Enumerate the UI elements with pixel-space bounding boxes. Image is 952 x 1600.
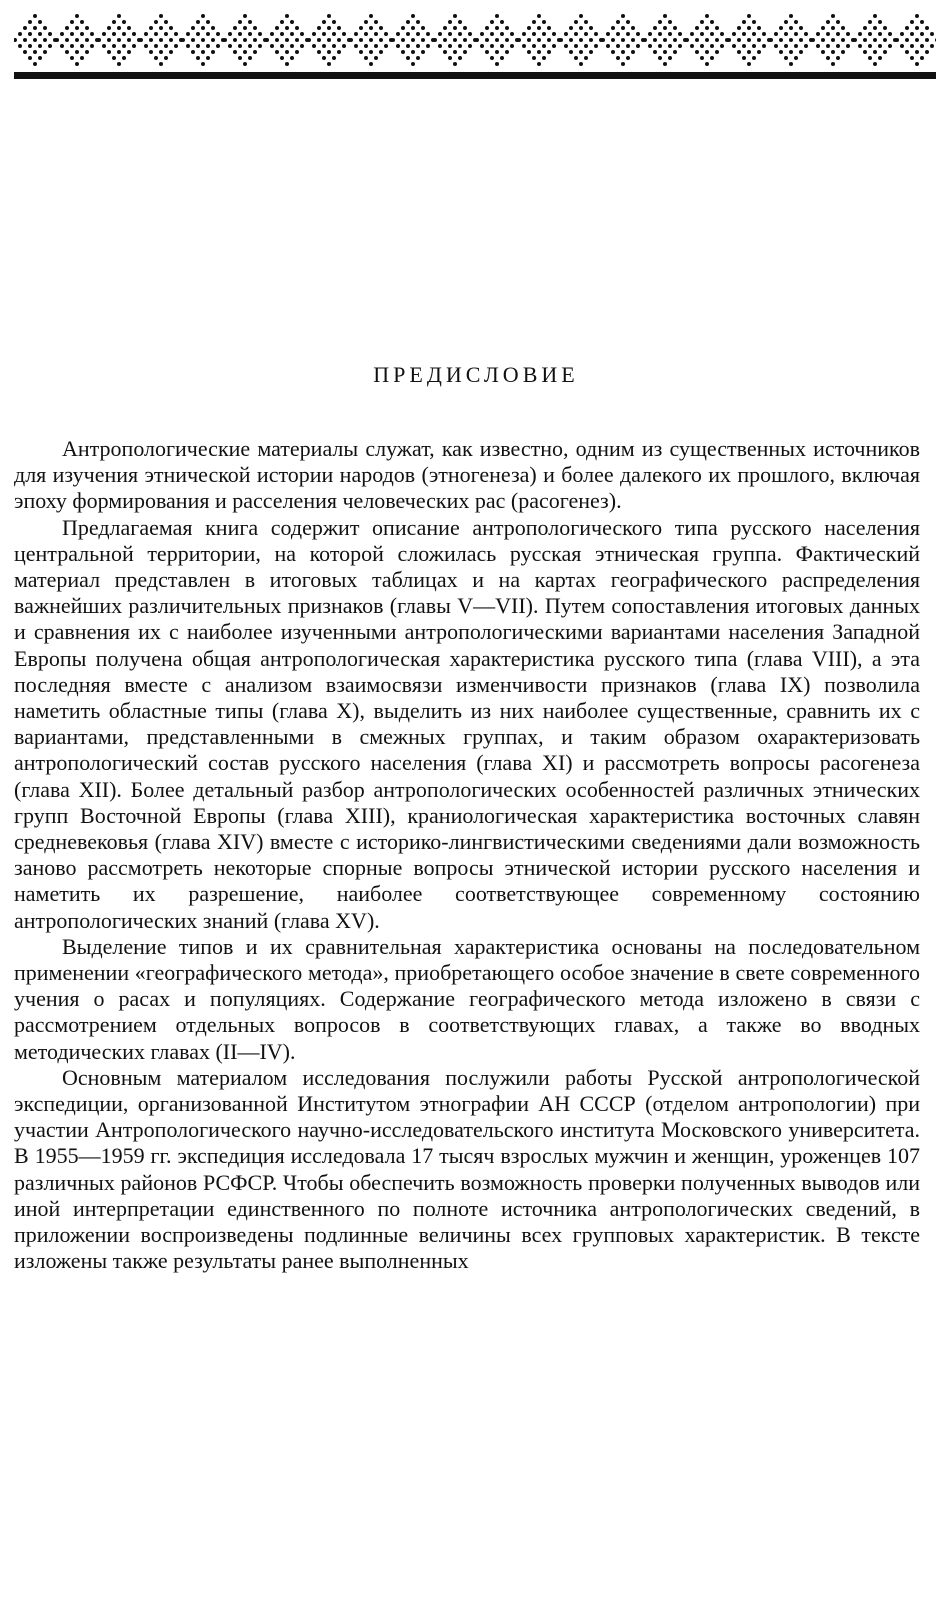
- decorative-ornament-border: [14, 12, 936, 82]
- preface-body: [14, 436, 920, 1275]
- paragraph-2: Предлагаемая книга содержит описание антропологического типа русского населения центральной территории, на которой сложилась русская этническая группа. Фактический материал представлен в итоговых таблицах и на картах географического распределения важнейших различительных признаков (главы V—VII). Путем сопоставления итоговых данных и сравнения их с наиболее изученными антропологическими вариантами населения Западной Европы получена общая антропологическая характеристика русского типа (глава VIII), а эта последняя вместе с анализом взаимосвязи изменчивости признаков (глава IX) позволила наметить областные типы (глава X), выделить из них наиболее существенные, сравнить их с вариантами, представленными в смежных группах, и таким образом охарактеризовать антропологический состав русского населения (глава XI) и рассмотреть вопросы расогенеза (глава XII). Более детальный разбор антропологических особенностей различных этнических групп Восточной Европы (глава XIII), краниологическая характеристика восточных славян средневековья (глава XIV) вместе с историко-лингвистическими сведениями дали возможность заново рассмотреть некоторые спорные вопросы этнической истории русского населения и наметить их разрешение, наиболее соответствующее современному состоянию антропологических знаний (глава XV).: [14, 514, 920, 933]
- paragraph-4: Основным материалом исследования послужили работы Русской антропологической экспедиции, организованной Институтом этнографии АН СССР (отделом антропологии) при участии Антропологического научно-исследовательского института Московского университета. В 1955—1959 гг. экспедиция исследовала 17 тысяч взрослых мужчин и женщин, уроженцев 107 различных районов РСФСР. Чтобы обеспечить возможность проверки полученных выводов или иной интерпретации единственного по полноте источника антропологических сведений, в приложении воспроизведены подлинные величины всех групповых характеристик. В тексте изложены также результаты ранее выполненных: [14, 1064, 920, 1274]
- page-title: ПРЕДИСЛОВИЕ: [373, 362, 579, 387]
- paragraph-1: Антропологические материалы служат, как известно, одним из существенных источников для изучения этнической истории народов (этногенеза) и более далекого их прошлого, включая эпоху формирования и расселения человеческих рас (расогенез).: [14, 436, 920, 514]
- paragraph-3: Выделение типов и их сравнительная характеристика основаны на последовательном применении «географического метода», приобретающего особое значение в свете современного учения о расах и популяциях. Содержание географического метода изложено в связи с рассмотрением отдельных вопросов в соответствующих главах, а также во вводных методических главах (II—IV).: [14, 933, 920, 1064]
